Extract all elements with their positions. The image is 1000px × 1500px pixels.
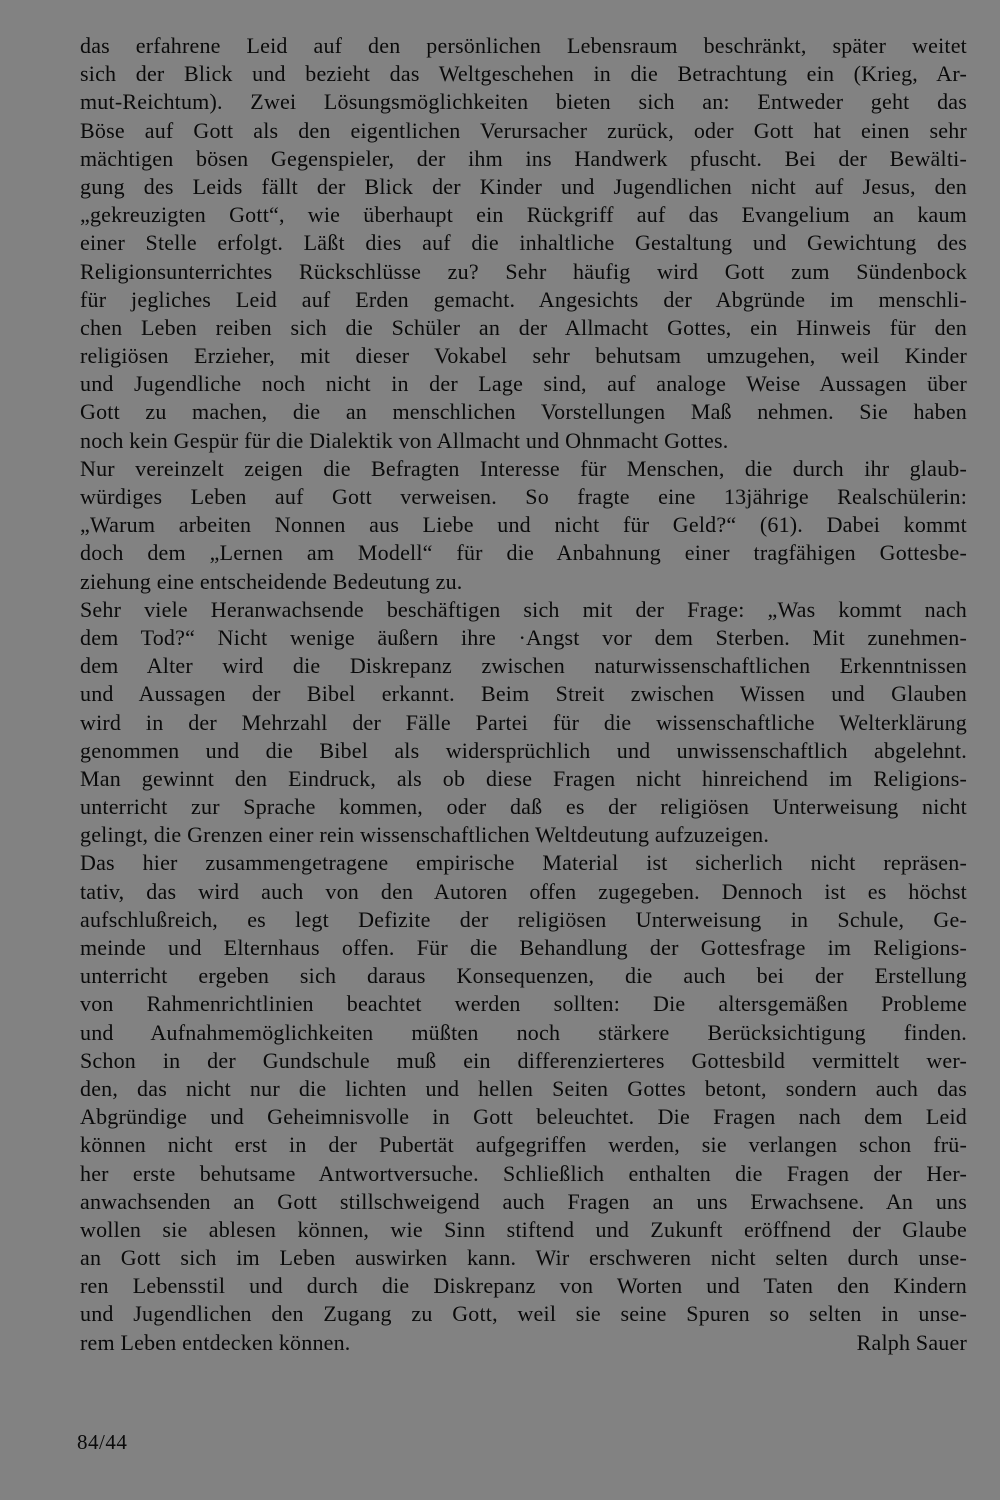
text-line: sich der Blick und bezieht das Weltgeschehen in die Betrachtung ein (Krieg, Ar- [80,61,967,87]
text-line: meinde und Elternhaus offen. Für die Behandlung der Gottesfrage im Religions- [80,935,967,960]
text-line: und Jugendlichen den Zugang zu Gott, weil sie seine Spuren so selten in unse- [80,1301,967,1327]
text-line: Sehr viele Heranwachsende beschäftigen sich mit der Frage: „Was kommt nach [80,596,967,622]
paragraph [80,596,967,850]
article-text [80,32,967,1329]
page-body [80,32,967,1357]
text-line: Das hier zusammengetragene empirische Material ist sicherlich nicht repräsen- [80,850,967,876]
text-line: das erfahrene Leid auf den persönlichen Lebensraum beschränkt, später weitet [80,33,967,58]
closing-line [80,1329,967,1357]
text-line: noch kein Gespür für die Dialektik von Allmacht und Ohnmacht Gottes. [80,427,729,453]
text-line: anwachsenden an Gott stillschweigend auch Fragen an uns Erwachsene. An uns [80,1188,967,1214]
text-line: Böse auf Gott als den eigentlichen Verursacher zurück, oder Gott hat einen sehr [80,117,967,143]
text-line: chen Leben reiben sich die Schüler an der Allmacht Gottes, ein Hinweis für den [80,314,967,340]
text-line: Nur vereinzelt zeigen die Befragten Interesse für Menschen, die durch ihr glaub- [80,455,967,481]
text-line: „Warum arbeiten Nonnen aus Liebe und nicht für Geld?“ (61). Dabei kommt [80,512,967,538]
text-line: dem Tod?“ Nicht wenige äußern ihre ·Angst vor dem Sterben. Mit zunehmen- [80,624,967,650]
text-line: tativ, das wird auch von den Autoren offen zugegeben. Dennoch ist es höchst [80,878,967,904]
text-line: und Aufnahmemöglichkeiten müßten noch stärkere Berücksichtigung finden. [80,1019,967,1045]
text-line: her erste behutsame Antwortversuche. Schließlich enthalten die Fragen der Her- [80,1160,967,1186]
text-line: gung des Leids fällt der Blick der Kinder und Jugendlichen nicht auf Jesus, den [80,173,967,199]
text-line: den, das nicht nur die lichten und hellen Seiten Gottes betont, sondern auch das [80,1075,967,1101]
text-line: Religionsunterrichtes Rückschlüsse zu? Sehr häufig wird Gott zum Sündenbock [80,258,967,284]
text-line: einer Stelle erfolgt. Läßt dies auf die inhaltliche Gestaltung und Gewichtung des [80,230,967,256]
text-line: genommen und die Bibel als widersprüchlich und unwissenschaftlich abgelehnt. [80,737,967,763]
text-line: an Gott sich im Leben auswirken kann. Wir erschweren nicht selten durch unse- [80,1245,967,1271]
text-line: können nicht erst in der Pubertät aufgegriffen werden, sie verlangen schon frü- [80,1132,967,1158]
text-line: ziehung eine entscheidende Bedeutung zu. [80,568,463,594]
text-line: mächtigen bösen Gegenspieler, der ihm ins Handwerk pfuscht. Bei der Bewälti- [80,145,967,171]
page-number: 84/44 [77,1430,128,1454]
text-line: „gekreuzigten Gott“, wie überhaupt ein Rückgriff auf das Evangelium an kaum [80,202,967,228]
text-line: wird in der Mehrzahl der Fälle Partei für die wissenschaftliche Welterklärung [80,709,967,735]
closing-text: rem Leben entdecken können. [80,1329,351,1355]
text-line: Man gewinnt den Eindruck, als ob diese Fragen nicht hinreichend im Religions- [80,765,967,791]
text-line: wollen sie ablesen können, wie Sinn stiftend und Zukunft eröffnend der Glaube [80,1216,967,1242]
text-line: Schon in der Gundschule muß ein differenzierteres Gottesbild vermittelt wer- [80,1047,967,1073]
text-line: ren Lebensstil und durch die Diskrepanz von Worten und Taten den Kindern [80,1273,967,1299]
text-line: aufschlußreich, es legt Defizite der religiösen Unterweisung in Schule, Ge- [80,906,967,932]
text-line: religiösen Erzieher, mit dieser Vokabel sehr behutsam umzugehen, weil Kinder [80,343,967,369]
text-line: mut-Reichtum). Zwei Lösungsmöglichkeiten bieten sich an: Entweder geht das [80,89,967,115]
text-line: dem Alter wird die Diskrepanz zwischen naturwissenschaftlichen Erkenntnissen [80,653,967,679]
paragraph [80,32,967,455]
paragraph [80,455,967,596]
text-line: unterricht ergeben sich daraus Konsequenzen, die auch bei der Erstellung [80,963,967,989]
author-signature: Ralph Sauer [856,1329,967,1355]
text-line: gelingt, die Grenzen einer rein wissenschaftlichen Weltdeutung aufzuzeigen. [80,822,770,848]
text-line: Gott zu machen, die an menschlichen Vorstellungen Maß nehmen. Sie haben [80,399,967,425]
text-line: doch dem „Lernen am Modell“ für die Anbahnung einer tragfähigen Gottesbe- [80,540,967,566]
text-line: für jegliches Leid auf Erden gemacht. Angesichts der Abgründe im menschli- [80,286,967,312]
text-line: unterricht zur Sprache kommen, oder daß es der religiösen Unterweisung nicht [80,794,967,820]
paragraph [80,849,967,1328]
text-line: Abgründige und Geheimnisvolle in Gott beleuchtet. Die Fragen nach dem Leid [80,1104,967,1130]
text-line: und Aussagen der Bibel erkannt. Beim Streit zwischen Wissen und Glauben [80,681,967,707]
text-line: von Rahmenrichtlinien beachtet werden sollten: Die altersgemäßen Probleme [80,991,967,1017]
text-line: würdiges Leben auf Gott verweisen. So fragte eine 13jährige Realschülerin: [80,484,967,509]
text-line: und Jugendliche noch nicht in der Lage sind, auf analoge Weise Aussagen über [80,371,967,397]
